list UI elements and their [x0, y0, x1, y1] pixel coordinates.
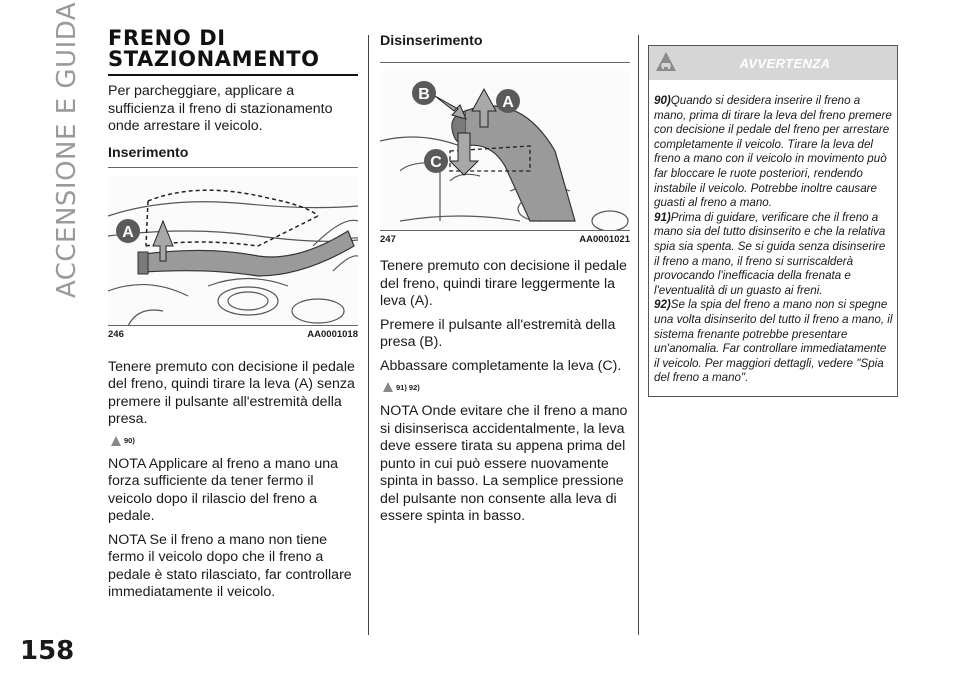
section-title — [108, 28, 358, 70]
title-line-2: STAZIONAMENTO — [108, 47, 320, 71]
warning-title: AVVERTENZA — [739, 55, 831, 71]
callout-b-label: B — [418, 86, 430, 103]
warning-triangle-icon — [382, 381, 394, 393]
figure-number: 246 — [108, 328, 124, 340]
instruction-paragraph: Tenere premuto con decisione il pedale del freno, quindi tirare la leva (A) senza premere il pulsante all'estremità della presa. — [108, 358, 355, 427]
warning-reference-numbers: 91) 92) — [396, 382, 420, 392]
warning-item-number: 91) — [654, 210, 671, 224]
warning-body — [649, 80, 897, 396]
instruction-paragraph-2: Premere il pulsante all'estremità della presa (B). — [380, 316, 616, 350]
handbrake-lever-illustration — [108, 176, 358, 326]
warning-box — [648, 45, 898, 397]
side-tab-label: ACCENSIONE E GUIDA — [52, 1, 82, 299]
warning-reference — [110, 434, 358, 448]
callout-c-label: C — [430, 154, 442, 171]
warning-item-92 — [654, 298, 893, 386]
figure-code: AA0001018 — [307, 328, 358, 340]
warning-item-number: 90) — [654, 94, 671, 107]
section-side-tab — [52, 1, 82, 299]
callout-a-label: A — [122, 223, 134, 241]
warning-item-number: 92) — [654, 298, 671, 312]
column-divider-1 — [368, 35, 369, 635]
warning-reference — [382, 380, 630, 394]
warning-item-91 — [654, 211, 893, 299]
title-rule — [108, 74, 358, 76]
callout-a-label: A — [502, 94, 514, 111]
subhead-rule — [380, 62, 630, 63]
subhead-rule — [108, 167, 358, 168]
intro-text: Per parcheggiare, applicare a sufficienza il freno di stazionamento onde arrestare il veicolo. — [108, 83, 333, 134]
subhead-disinserimento: Disinserimento — [380, 33, 483, 49]
subhead-inserimento: Inserimento — [108, 144, 189, 161]
warning-item-text: Se la spia del freno a mano non si spegne una volta disinserito del tutto il freno a mano, il sistema frenante potrebbe presentare un'anomalia. Far controllare immediatamente il veicolo. Per maggiori dettagli, vedere "Spia del freno a mano". — [654, 298, 893, 385]
column-divider-2 — [638, 35, 639, 635]
figure-246 — [108, 176, 358, 326]
warning-item-90 — [654, 94, 893, 211]
warning-header — [649, 46, 897, 80]
note-paragraph-2: NOTA Se il freno a mano non tiene fermo il veicolo dopo che il freno a pedale è stato rilasciato, far controllare immediatamente il veicolo. — [108, 531, 352, 600]
figure-247 — [380, 71, 630, 231]
title-line-1: FRENO DI — [108, 26, 226, 50]
instruction-paragraph-1: Tenere premuto con decisione il pedale del freno, quindi tirare leggermente la leva (A). — [380, 258, 627, 309]
note-paragraph: NOTA Onde evitare che il freno a mano si disinserisca accidentalmente, la leva deve essere tirata su appena prima del punto in cui può essere nuovamente spinta in basso. La semplice pressione del pulsante non consente alla leva di essere spinta in basso. — [380, 403, 628, 524]
page-number: 158 — [20, 636, 75, 666]
figure-caption-246 — [108, 329, 358, 341]
figure-code: AA0001021 — [579, 234, 630, 245]
figure-caption-247 — [380, 234, 630, 246]
warning-reference-number: 90) — [124, 436, 135, 445]
column-disinserimento — [380, 28, 630, 526]
column-warning — [648, 45, 898, 397]
warning-item-text: Quando si desidera inserire il freno a mano, prima di tirare la leva del freno premere con decisione il pedale del freno per arrestare completamente il veicolo. Tirare la leva del freno a mano con il veicolo in movimento può far bloccare le ruote posteriori, rendendo instabile il veicolo. Potrebbe inoltre causare guasti al freno a mano. — [654, 94, 892, 210]
note-paragraph-1: NOTA Applicare al freno a mano una forza sufficiente da tener fermo il veicolo dopo il rilascio del freno a pedale. — [108, 455, 339, 524]
column-inserimento — [108, 28, 358, 602]
warning-car-icon — [655, 51, 677, 73]
figure-number: 247 — [380, 234, 396, 245]
warning-triangle-icon — [110, 435, 122, 447]
warning-item-text: Prima di guidare, verificare che il freno a mano sia del tutto disinserito e che la relativa spia sia spenta. Se si guida senza disinserire il freno a mano, il freno si surriscalderà provocando l'inefficacia della frenata e l'eventualità di un guasto ai freni. — [654, 210, 886, 297]
handbrake-release-illustration — [380, 71, 630, 231]
instruction-paragraph-3: Abbassare completamente la leva (C). — [380, 357, 622, 374]
